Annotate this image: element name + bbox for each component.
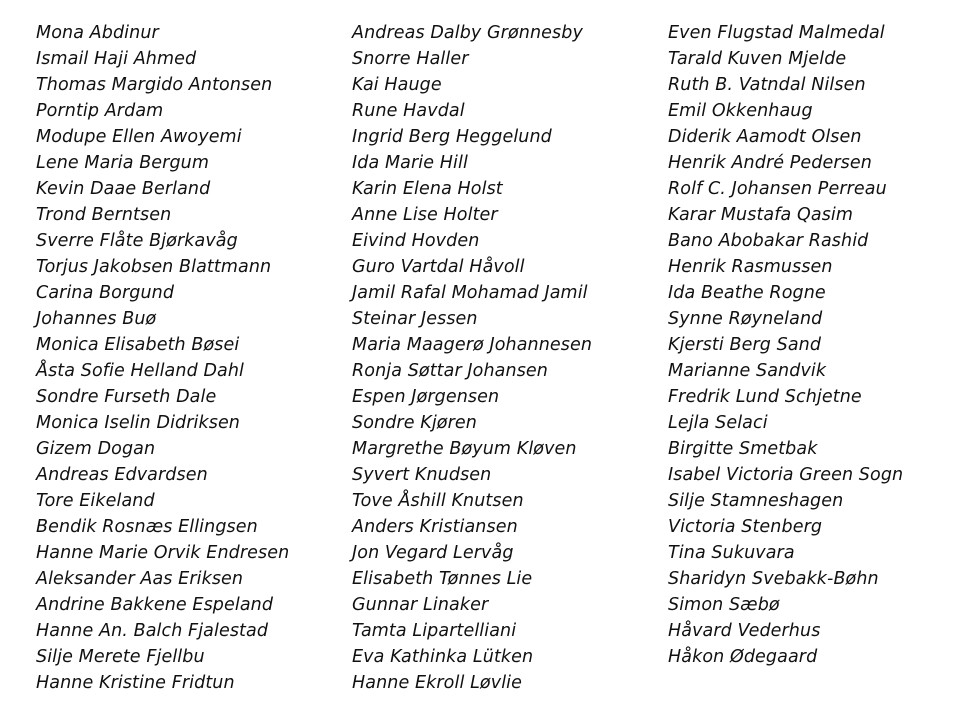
name-entry: Steinar Jessen	[352, 309, 478, 329]
name-entry: Ida Beathe Rogne	[668, 283, 826, 303]
name-entry: Monica Iselin Didriksen	[36, 413, 241, 433]
name-entry: Thomas Margido Antonsen	[36, 75, 273, 95]
name-entry: Eva Kathinka Lütken	[352, 647, 534, 667]
name-entry: Henrik Rasmussen	[668, 257, 833, 277]
name-entry: Johannes Buø	[36, 309, 157, 329]
name-entry: Modupe Ellen Awoyemi	[36, 127, 242, 147]
name-entry: Sverre Flåte Bjørkavåg	[36, 231, 238, 251]
name-entry: Silje Stamneshagen	[668, 491, 844, 511]
name-entry: Jamil Rafal Mohamad Jamil	[352, 283, 588, 303]
name-entry: Åsta Sofie Helland Dahl	[36, 361, 244, 381]
name-entry: Monica Elisabeth Bøsei	[36, 335, 240, 355]
name-entry: Torjus Jakobsen Blattmann	[36, 257, 272, 277]
names-column-2	[352, 20, 592, 696]
name-entry: Isabel Victoria Green Sogn	[668, 465, 904, 485]
name-entry: Ingrid Berg Heggelund	[352, 127, 552, 147]
name-entry: Birgitte Smetbak	[668, 439, 818, 459]
name-entry: Sharidyn Svebakk-Bøhn	[668, 569, 879, 589]
name-entry: Tove Åshill Knutsen	[352, 491, 524, 511]
names-column-3	[668, 20, 903, 670]
name-entry: Tarald Kuven Mjelde	[668, 49, 847, 69]
name-entry: Andreas Edvardsen	[36, 465, 208, 485]
names-column-1	[36, 20, 289, 696]
name-entry: Margrethe Bøyum Kløven	[352, 439, 577, 459]
name-entry: Rolf C. Johansen Perreau	[668, 179, 887, 199]
name-entry: Lene Maria Bergum	[36, 153, 210, 173]
name-entry: Porntip Ardam	[36, 101, 164, 121]
name-entry: Syvert Knudsen	[352, 465, 492, 485]
name-entry: Mona Abdinur	[36, 23, 159, 43]
name-entry: Marianne Sandvik	[668, 361, 827, 381]
name-entry: Hanne Kristine Fridtun	[36, 673, 235, 693]
name-entry: Tina Sukuvara	[668, 543, 795, 563]
name-entry: Emil Okkenhaug	[668, 101, 813, 121]
name-entry: Anders Kristiansen	[352, 517, 518, 537]
name-entry: Simon Sæbø	[668, 595, 780, 615]
name-entry: Aleksander Aas Eriksen	[36, 569, 244, 589]
name-entry: Gunnar Linaker	[352, 595, 489, 615]
name-entry: Lejla Selaci	[668, 413, 768, 433]
name-entry: Tamta Lipartelliani	[352, 621, 517, 641]
name-entry: Sondre Kjøren	[352, 413, 477, 433]
name-entry: Hanne Marie Orvik Endresen	[36, 543, 290, 563]
name-entry: Ronja Søttar Johansen	[352, 361, 548, 381]
name-entry: Ruth B. Vatndal Nilsen	[668, 75, 866, 95]
name-entry: Victoria Stenberg	[668, 517, 823, 537]
name-entry: Silje Merete Fjellbu	[36, 647, 205, 667]
name-entry: Tore Eikeland	[36, 491, 155, 511]
name-entry: Andreas Dalby Grønnesby	[352, 23, 583, 43]
name-entry: Rune Havdal	[352, 101, 465, 121]
name-entry: Kai Hauge	[352, 75, 442, 95]
name-entry: Karar Mustafa Qasim	[668, 205, 854, 225]
name-entry: Ida Marie Hill	[352, 153, 468, 173]
name-entry: Kjersti Berg Sand	[668, 335, 822, 355]
name-entry: Bendik Rosnæs Ellingsen	[36, 517, 258, 537]
name-entry: Fredrik Lund Schjetne	[668, 387, 862, 407]
name-entry: Andrine Bakkene Espeland	[36, 595, 274, 615]
name-entry: Anne Lise Holter	[352, 205, 498, 225]
name-entry: Bano Abobakar Rashid	[668, 231, 869, 251]
name-entry: Synne Røyneland	[668, 309, 823, 329]
name-entry: Diderik Aamodt Olsen	[668, 127, 862, 147]
name-entry: Even Flugstad Malmedal	[668, 23, 885, 43]
name-entry: Håvard Vederhus	[668, 621, 821, 641]
name-entry: Hanne An. Balch Fjalestad	[36, 621, 269, 641]
name-entry: Karin Elena Holst	[352, 179, 503, 199]
name-entry: Hanne Ekroll Løvlie	[352, 673, 522, 693]
name-entry: Ismail Haji Ahmed	[36, 49, 197, 69]
name-entry: Henrik André Pedersen	[668, 153, 872, 173]
name-entry: Guro Vartdal Håvoll	[352, 257, 525, 277]
name-entry: Kevin Daae Berland	[36, 179, 211, 199]
name-entry: Sondre Furseth Dale	[36, 387, 217, 407]
name-entry: Eivind Hovden	[352, 231, 480, 251]
name-entry: Espen Jørgensen	[352, 387, 500, 407]
name-entry: Jon Vegard Lervåg	[352, 543, 514, 563]
name-entry: Snorre Haller	[352, 49, 469, 69]
name-entry: Elisabeth Tønnes Lie	[352, 569, 533, 589]
name-entry: Trond Berntsen	[36, 205, 172, 225]
name-entry: Maria Maagerø Johannesen	[352, 335, 593, 355]
name-entry: Håkon Ødegaard	[668, 647, 818, 667]
name-entry: Gizem Dogan	[36, 439, 156, 459]
name-entry: Carina Borgund	[36, 283, 175, 303]
